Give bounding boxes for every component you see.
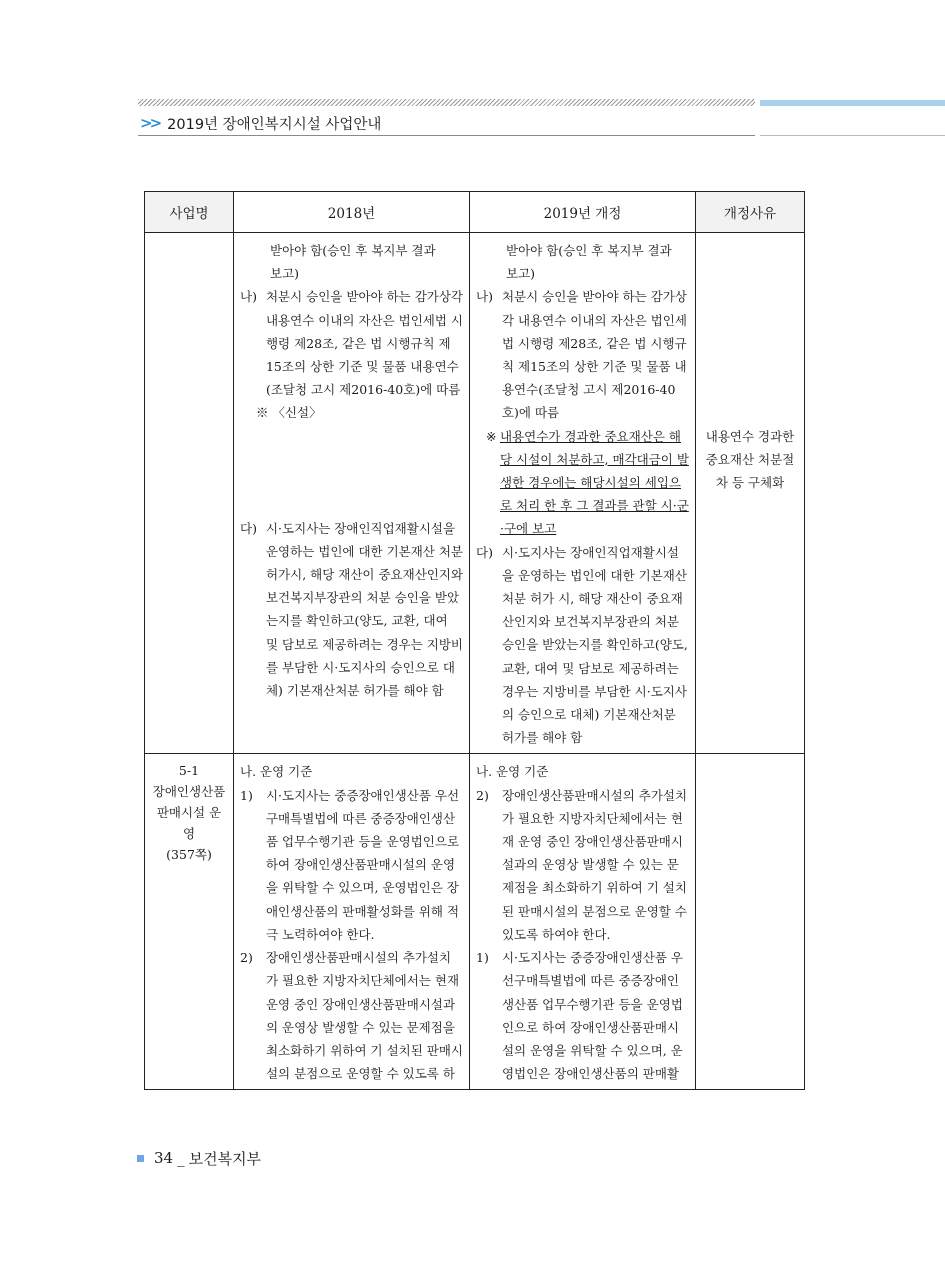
row1-name-cell — [145, 233, 234, 754]
running-header-title: 2019년 장애인복지시설 사업안내 — [167, 116, 382, 133]
table-header-row — [145, 192, 805, 233]
revision-table — [144, 191, 805, 1090]
old-item-na: 나) 처분시 승인을 받아야 하는 감가상각 내용연수 이내의 자산은 법인세법 시행령 제28조, 같은 법 시행규칙 제15조의 상한 기준 및 물품 내용연수(조달청 고시 제2016-40호)에 따름 — [240, 289, 464, 398]
footer-org: 보건복지부 — [188, 1149, 262, 1168]
old-note-new: ※ 〈신설〉 — [256, 405, 322, 421]
old-item-1: 1) 시·도지사는 중증장애인생산품 우선구매특별법에 따른 중증장애인생산품 업무수행기관 등을 운영법인으로 하여 장애인생산품판매시설의 운영을 위탁할 수 있으며, 운영법인은 장애인생산품의 판매활성화를 위해 적극 노력하여야 한다. — [240, 787, 460, 942]
old-item-2: 2) 장애인생산품판매시설의 추가설치가 필요한 지방자치단체에서는 현재 운영 중인 장애인생산품판매시설과의 운영상 발생할 수 있는 문제점을 최소화하기 위하여 기 설치된 판매시설의 분점으로 운영할 수 있도록 하 — [240, 950, 464, 1082]
row2-2019-cell — [470, 754, 696, 1090]
header-rule-right — [760, 135, 945, 136]
business-page-ref: (357쪽) — [166, 847, 212, 863]
new-item-da: 다) 시·도지사는 장애인직업재활시설을 운영하는 법인에 대한 기본재산 처분 허가 시, 해당 재산이 중요재산인지와 보건복지부장관의 처분 승인을 받았는지를 확인하고(양도, 교환, 대여 및 담보로 제공하려는 경우는 지방비를 부담한 시·도지사의 승인으로 대체) 기본재산처분 허가를 해야 함 — [476, 544, 688, 746]
reason-text: 내용연수 경과한 중요재산 처분절차 등 구체화 — [705, 429, 795, 491]
new-heading: 나. 운영 기준 — [476, 764, 549, 780]
row2-name-cell — [145, 754, 234, 1090]
header-2018: 2018년 — [234, 192, 470, 233]
old-continued-line2: 보고) — [270, 266, 300, 282]
chevron-icon: >> — [140, 114, 160, 132]
page-number: 34 — [154, 1149, 174, 1167]
page-footer — [137, 1147, 261, 1169]
new-continued-line: 받아야 함(승인 후 복지부 결과 — [506, 243, 672, 258]
header-rule — [138, 135, 755, 136]
row1-2019-cell — [470, 233, 696, 754]
table-row — [145, 754, 805, 1090]
new-item-na: 나) 처분시 승인을 받아야 하는 감가상각 내용연수 이내의 자산은 법인세법 시행령 제28조, 같은 법 시행규칙 제15조의 상한 기준 및 물품 내용연수(조달청 고시 제2016-40호)에 따름 — [476, 289, 687, 421]
header-2019: 2019년 개정 — [470, 192, 696, 233]
new-item-1: 1) 시·도지사는 중증장애인생산품 우선구매특별법에 따른 중증장애인생산품 업무수행기관 등을 운영법인으로 하여 장애인생산품판매시설의 운영을 위탁할 수 있으며, 운영법인은 장애인생산품의 판매활 — [476, 950, 683, 1082]
header-accent-bar — [760, 100, 945, 106]
row1-2018-cell — [234, 233, 470, 754]
row1-reason-cell — [696, 233, 805, 754]
new-continued-line2: 보고) — [506, 266, 536, 282]
row2-reason-cell — [696, 754, 805, 1090]
old-item-da: 다) 시·도지사는 장애인직업재활시설을 운영하는 법인에 대한 기본재산 처분 허가시, 해당 재산이 중요재산인지와 보건복지부장관의 처분 승인을 받았는지를 확인하고(양도, 교환, 대여 및 담보로 제공하려는 경우는 지방비를 부담한 시·도지사의 승인으로 대체) 기본재산처분 허가를 해야 함 — [240, 520, 464, 699]
business-title: 장애인생산품 판매시설 운영 — [152, 784, 226, 842]
old-continued-line: 받아야 함(승인 후 복지부 결과 — [270, 243, 436, 258]
header-business-name: 사업명 — [145, 192, 234, 233]
header-hatch-bar — [138, 99, 755, 106]
row2-2018-cell — [234, 754, 470, 1090]
running-header — [140, 112, 381, 134]
footer-separator: _ — [177, 1149, 185, 1167]
business-number: 5-1 — [178, 763, 200, 779]
table-row — [145, 233, 805, 754]
new-note-added: ※ 내용연수가 경과한 중요재산은 해당 시설이 처분하고, 매각대금이 발생한 경우에는 해당시설의 세입으로 처리 한 후 그 결과를 관할 시·군·구에 보고 — [486, 428, 689, 537]
old-heading: 나. 운영 기준 — [240, 764, 313, 780]
new-item-2: 2) 장애인생산품판매시설의 추가설치가 필요한 지방자치단체에서는 현재 운영 중인 장애인생산품판매시설과의 운영상 발생할 수 있는 문제점을 최소화하기 위하여 기 설치된 판매시설의 분점으로 운영할 수 있도록 하여야 한다. — [476, 787, 688, 942]
square-bullet-icon — [137, 1155, 144, 1162]
header-reason: 개정사유 — [696, 192, 805, 233]
